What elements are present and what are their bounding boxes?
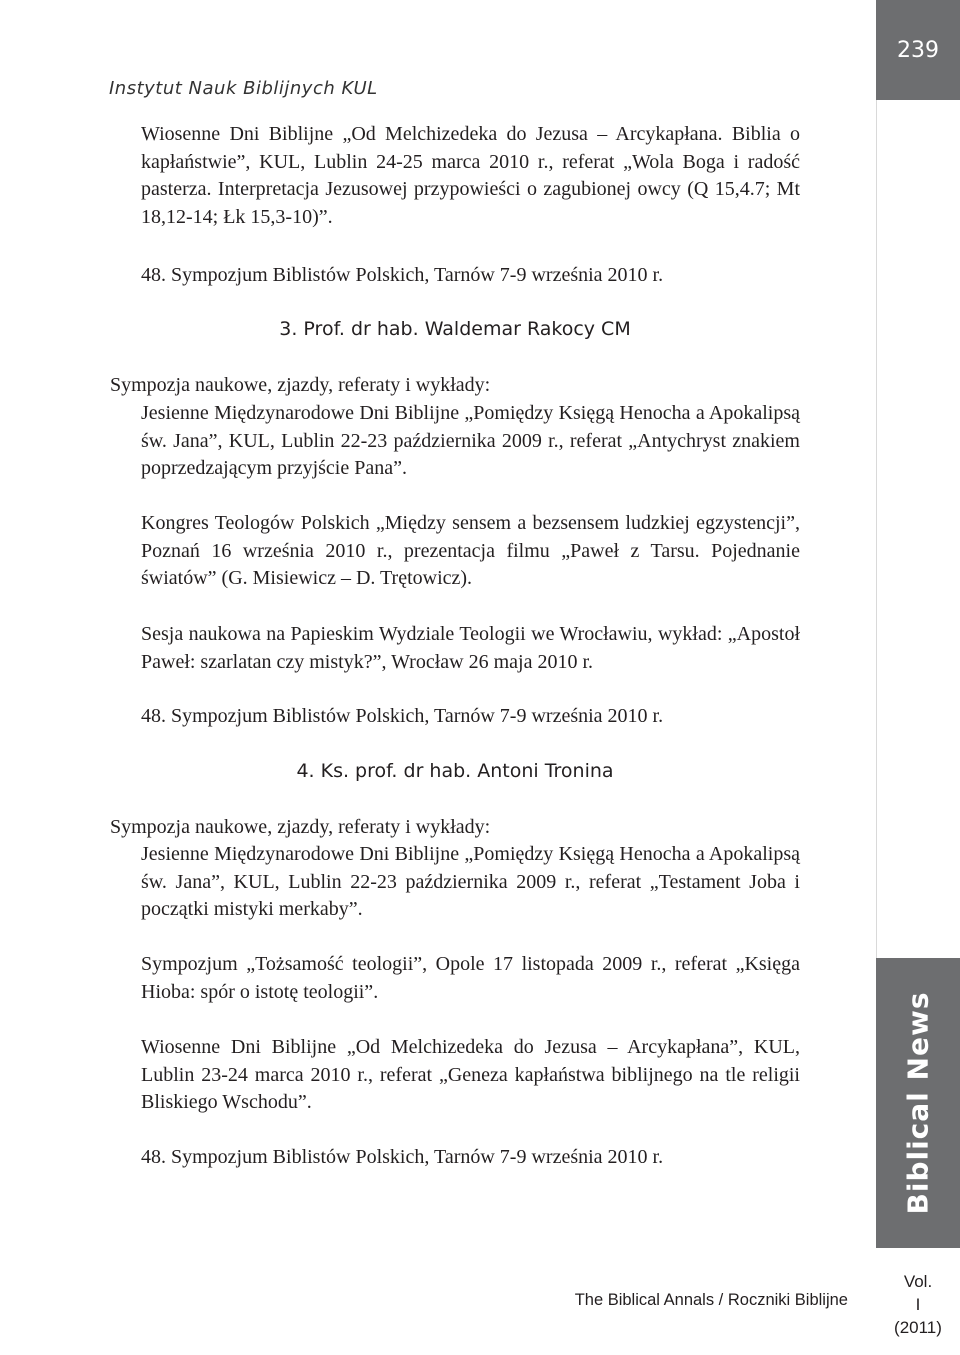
sidebar-guide-line	[876, 100, 877, 958]
entry-item: Jesienne Międzynarodowe Dni Biblijne „Pomiędzy Księgą Henocha a Apokalipsą św. Jana”, KUL, Lublin 22-23 października 2009 r., referat „Testament Joba i początki mistyki merkaby”.	[141, 843, 800, 920]
volume-year: (2011)	[894, 1318, 942, 1337]
entry-item: Sesja naukowa na Papieskim Wydziale Teologii we Wrocławiu, wykład: „Apostoł Paweł: szarlatan czy mistyk?”, Wrocław 26 maja 2010 r.	[141, 623, 800, 673]
volume-info	[876, 1270, 960, 1339]
entry-item: Kongres Teologów Polskich „Między sensem a bezsensem ludzkiej egzystencji”, Poznań 16 września 2010 r., prezentacja filmu „Paweł z Tarsu. Pojednanie światów” (G. Misiewicz – D. Trętowicz).	[141, 512, 800, 589]
entry-item: Sympozjum „Tożsamość teologii”, Opole 17 listopada 2009 r., referat „Księga Hioba: spór o istotę teologii”.	[141, 953, 800, 1003]
entry-item: Jesienne Międzynarodowe Dni Biblijne „Pomiędzy Księgą Henocha a Apokalipsą św. Jana”, KUL, Lublin 22-23 października 2009 r., referat „Antychryst znakiem poprzedzającym przyjście Pana”.	[141, 402, 800, 479]
entry-item: 48. Sympozjum Biblistów Polskich, Tarnów 7-9 września 2010 r.	[141, 1146, 664, 1168]
section-title: 4. Ks. prof. dr hab. Antoni Tronina	[296, 760, 614, 782]
section-title: 3. Prof. dr hab. Waldemar Rakocy CM	[279, 318, 631, 340]
section-heading: Sympozja naukowe, zjazdy, referaty i wykłady:	[110, 816, 491, 838]
page-number: 239	[897, 37, 939, 63]
entry-item: Wiosenne Dni Biblijne „Od Melchizedeka do Jezusa – Arcykapłana. Biblia o kapłaństwie”, KUL, Lublin 24-25 marca 2010 r., referat „Wola Boga i radość pasterza. Interpretacja Jezusowej przypowieści o zagubionej owcy (Q 15,4.7; Mt 18,12-14; Łk 15,3-10)”.	[141, 123, 800, 228]
section-heading: Sympozja naukowe, zjazdy, referaty i wykłady:	[110, 374, 491, 396]
entry-item: 48. Sympozjum Biblistów Polskich, Tarnów 7-9 września 2010 r.	[141, 705, 664, 727]
entry-item: 48. Sympozjum Biblistów Polskich, Tarnów 7-9 września 2010 r.	[141, 264, 664, 286]
running-header-title: Instytut Nauk Biblijnych KUL	[109, 78, 378, 99]
section-strip	[876, 958, 960, 1248]
page-number-tab	[876, 0, 960, 100]
volume-number: I	[915, 1295, 921, 1314]
section-strip-label: Biblical News	[901, 991, 935, 1215]
volume-label: Vol.	[903, 1272, 933, 1291]
entry-item: Wiosenne Dni Biblijne „Od Melchizedeka do Jezusa – Arcykapłana”, KUL, Lublin 23-24 marca 2010 r., referat „Geneza kapłaństwa biblijnego na tle religii Bliskiego Wschodu”.	[141, 1036, 800, 1113]
footer-journal-title: The Biblical Annals / Roczniki Biblijne	[574, 1291, 848, 1309]
